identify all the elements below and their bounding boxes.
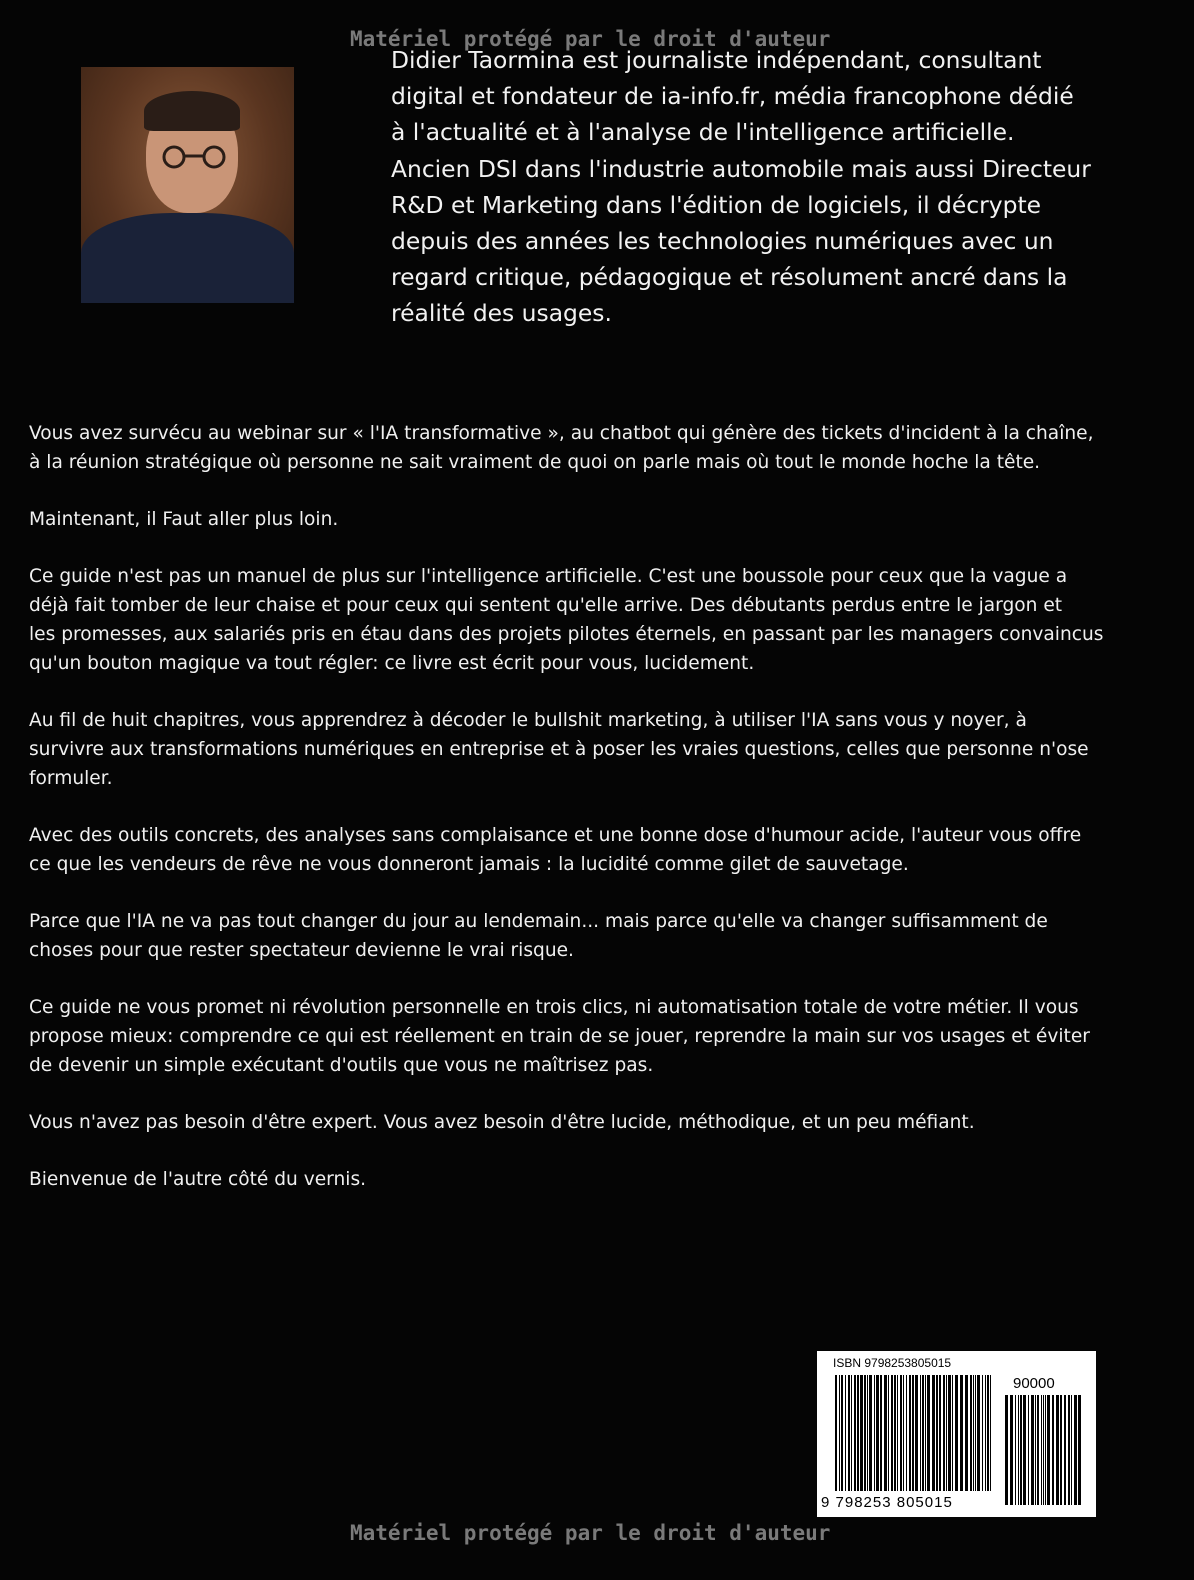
- barcode-bar: [1037, 1395, 1039, 1505]
- barcode-bar: [860, 1375, 863, 1491]
- barcode-bar: [897, 1375, 898, 1491]
- barcode-bar: [867, 1375, 868, 1491]
- barcode-bar: [939, 1375, 941, 1491]
- barcode-bar: [990, 1375, 991, 1491]
- barcode-bar: [835, 1375, 837, 1491]
- barcode-bar: [1068, 1395, 1070, 1505]
- barcode-bar: [874, 1375, 875, 1491]
- blurb-paragraph: Ce guide ne vous promet ni révolution personnelle en trois clics, ni automatisation totale de votre métier. Il vous propose mieux: comprendre ce qui est réellement en train de se jouer, reprendre la main sur vos usages et éviter de devenir un simple exécutant d'outils que vous ne maîtrisez pas.: [29, 997, 1090, 1076]
- photo-hair: [144, 91, 240, 131]
- barcode-bar: [965, 1375, 968, 1491]
- barcode-bar: [1074, 1395, 1077, 1505]
- watermark-bottom: Matériel protégé par le droit d'auteur: [350, 1521, 831, 1545]
- barcode-bar: [854, 1375, 856, 1491]
- barcode-bar: [1041, 1395, 1042, 1505]
- blurb-paragraph: Au fil de huit chapitres, vous apprendrez à décoder le bullshit marketing, à utiliser l'IA sans vous y noyer, à survivre aux transformations numériques en entreprise et à poser les vraies questions, celles que personne n'ose formuler.: [29, 710, 1089, 789]
- barcode-bar: [1052, 1395, 1054, 1505]
- barcode-bar: [932, 1375, 935, 1491]
- barcode-bar: [1056, 1395, 1059, 1505]
- barcode-bar: [894, 1375, 896, 1491]
- back-cover-blurb: [29, 419, 1109, 1222]
- barcode-bar: [900, 1375, 902, 1491]
- barcode-bar: [936, 1375, 938, 1491]
- barcode-bar: [952, 1375, 953, 1491]
- blurb-paragraph: Vous avez survécu au webinar sur « l'IA transformative », au chatbot qui génère des tickets d'incident à la chaîne, à la réunion stratégique où personne ne sait vraiment de quoi on parle mais où tout le monde hoche la tête.: [29, 423, 1094, 473]
- barcode-bar: [1035, 1395, 1036, 1505]
- barcode-bar: [1023, 1395, 1026, 1505]
- barcode-bar: [848, 1375, 850, 1491]
- author-photo: [81, 67, 294, 303]
- barcode-bar: [970, 1375, 972, 1491]
- author-bio: Didier Taormina est journaliste indépendant, consultant digital et fondateur de ia-info.fr, média francophone dédié à l'actualité et à l'analyse de l'intelligence artificielle. Ancien DSI dans l'industrie automobile mais aussi Directeur R&D et Marketing dans l'édition de logiciels, il décrypte depuis des années les technologies numériques avec un regard critique, pédagogique et résolument ancré dans la réalité des usages.: [391, 46, 1091, 328]
- barcode-bar: [864, 1375, 866, 1491]
- barcode-bar: [1010, 1395, 1013, 1505]
- isbn-label: ISBN 9798253805015: [833, 1356, 952, 1370]
- isbn-barcode: [817, 1351, 1096, 1517]
- barcode-bar: [915, 1375, 918, 1491]
- barcode-bar: [927, 1375, 930, 1491]
- barcode-bar: [841, 1375, 843, 1491]
- barcode-bar: [869, 1375, 872, 1491]
- blurb-paragraph: Vous n'avez pas besoin d'être expert. Vous avez besoin d'être lucide, méthodique, et un peu méfiant.: [29, 1112, 975, 1133]
- barcode-bar: [1045, 1395, 1046, 1505]
- barcode-bar: [920, 1375, 921, 1491]
- barcode-bar: [985, 1375, 986, 1491]
- barcode-bar: [948, 1375, 951, 1491]
- barcode-bar: [1078, 1395, 1081, 1505]
- blurb-paragraph: Ce guide n'est pas un manuel de plus sur l'intelligence artificielle. C'est une boussole pour ceux que la vague a déjà fait tomber de leur chaise et pour ceux qui sentent qu'elle arrive. Des débutants perdus entre le jargon et les promesses, aux salariés pris en étau dans des projets pilotes éternels, en passant par les managers convaincus qu'un bouton magique va tout régler: ce livre est écrit pour vous, lucidement.: [29, 566, 1104, 674]
- barcode-bar: [857, 1375, 859, 1491]
- barcode-bar: [891, 1375, 893, 1491]
- barcode-bar: [1015, 1395, 1016, 1505]
- blurb-paragraph: Avec des outils concrets, des analyses sans complaisance et une bonne dose d'humour acide, l'auteur vous offre ce que les vendeurs de rêve ne vous donneront jamais : la lucidité comme gilet de sauvetage.: [29, 825, 1082, 875]
- glasses-icon: [157, 145, 231, 169]
- barcode-bar: [839, 1375, 840, 1491]
- barcode-bar: [1005, 1395, 1008, 1505]
- blurb-paragraph: Bienvenue de l'autre côté du vernis.: [29, 1169, 367, 1190]
- barcode-bar: [1020, 1395, 1022, 1505]
- barcode-bar: [973, 1375, 974, 1491]
- blurb-paragraph: Maintenant, il Faut aller plus loin.: [29, 509, 339, 530]
- blurb-paragraph: Parce que l'IA ne va pas tout changer du jour au lendemain... mais parce qu'elle va changer suffisamment de choses pour que rester spectateur devienne le vrai risque.: [29, 911, 1048, 961]
- barcode-bar: [909, 1375, 911, 1491]
- barcode-bars: [835, 1375, 995, 1491]
- photo-shirt: [81, 213, 294, 303]
- isbn-digits: 9 798253 805015: [821, 1494, 953, 1511]
- barcode-bar: [1064, 1395, 1066, 1505]
- barcode-bar: [1031, 1395, 1034, 1505]
- barcode-bar: [888, 1375, 889, 1491]
- barcode-bar: [906, 1375, 907, 1491]
- barcode-bar: [851, 1375, 852, 1491]
- barcode-bar: [977, 1375, 980, 1491]
- barcode-bar: [975, 1375, 976, 1491]
- barcode-bar: [1071, 1395, 1072, 1505]
- barcode-bar: [1047, 1395, 1050, 1505]
- barcode-bar: [880, 1375, 882, 1491]
- barcode-bar: [1060, 1395, 1062, 1505]
- barcode-addon-number: 90000: [1013, 1375, 1055, 1392]
- barcode-bar: [912, 1375, 914, 1491]
- barcode-bar: [946, 1375, 947, 1491]
- barcode-bar: [1043, 1395, 1044, 1505]
- barcode-addon-bars: [1005, 1395, 1081, 1505]
- barcode-bar: [943, 1375, 945, 1491]
- barcode-bar: [876, 1375, 879, 1491]
- barcode-bar: [1018, 1395, 1019, 1505]
- barcode-bar: [960, 1375, 963, 1491]
- barcode-bar: [845, 1375, 846, 1491]
- barcode-bar: [925, 1375, 926, 1491]
- barcode-bar: [955, 1375, 958, 1491]
- barcode-bar: [987, 1375, 989, 1491]
- barcode-bar: [922, 1375, 924, 1491]
- barcode-bar: [884, 1375, 887, 1491]
- barcode-bar: [1028, 1395, 1029, 1505]
- barcode-bar: [903, 1375, 904, 1491]
- barcode-bar: [982, 1375, 983, 1491]
- watermark-top: Matériel protégé par le droit d'auteur: [350, 27, 831, 51]
